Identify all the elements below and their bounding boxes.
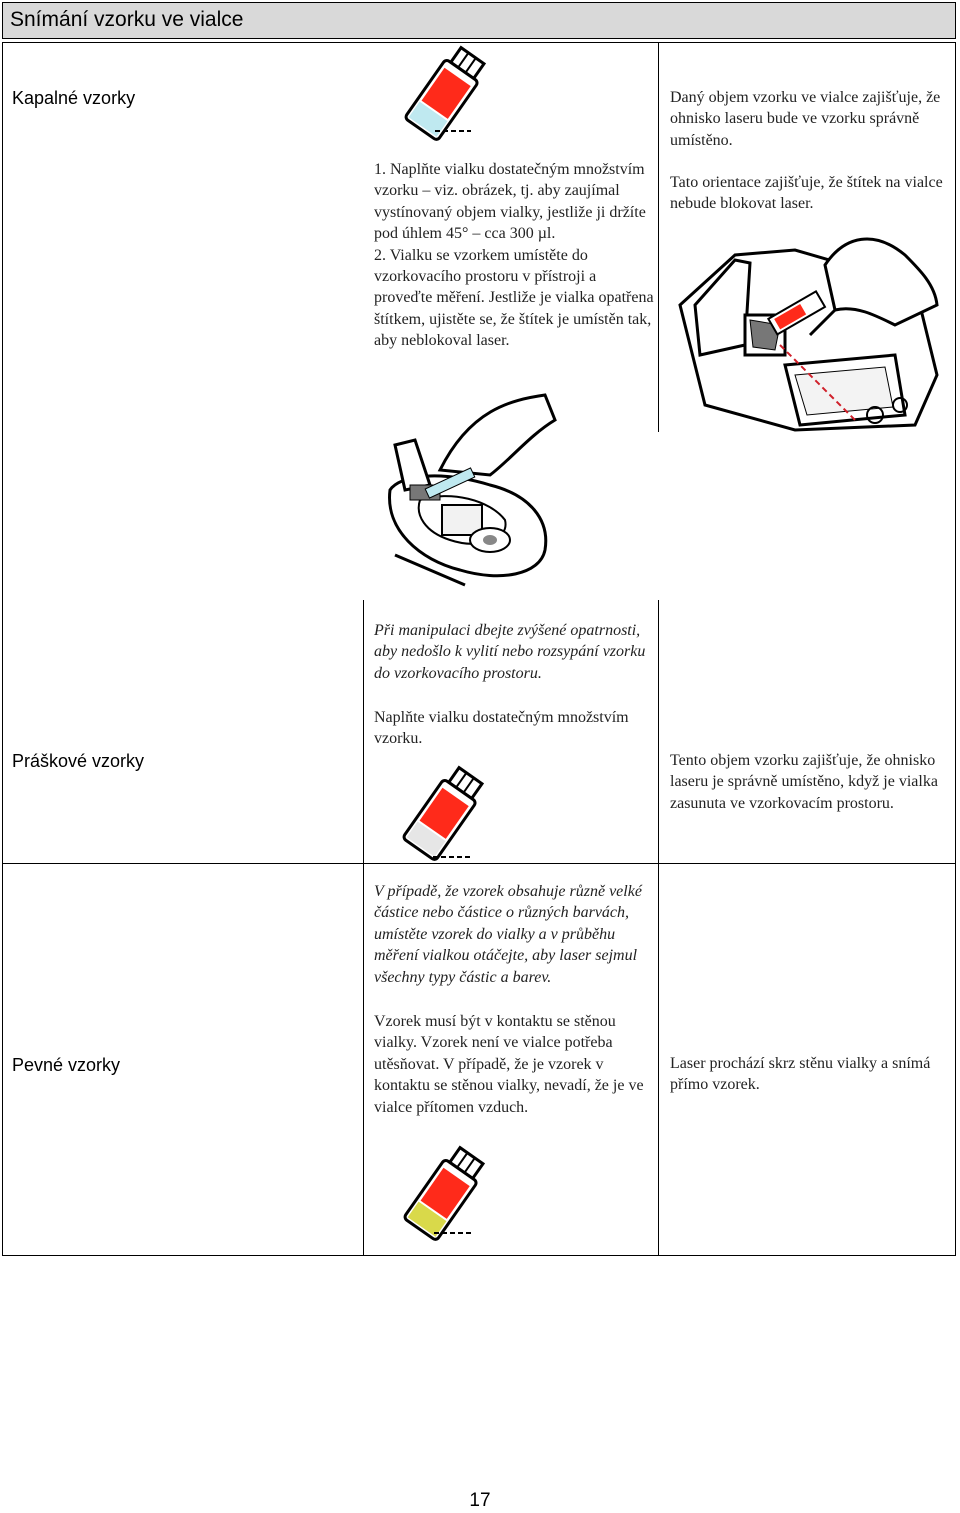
powder-samples-label: Práškové vzorky xyxy=(12,751,145,771)
instrument-top-view-illustration xyxy=(675,225,940,430)
liquid-vial-icon xyxy=(395,45,495,145)
liquid-note-orientation: Tato orientace zajišťuje, že štítek na vialce nebude blokovat laser. xyxy=(670,174,943,213)
column-divider-2b xyxy=(658,600,659,1256)
table-border-left xyxy=(2,42,3,1256)
powder-instruction: Naplňte vialku dostatečným množstvím vzorku. xyxy=(374,709,629,748)
liquid-samples-label: Kapalné vzorky xyxy=(12,88,136,108)
liquid-step-2: 2. Vialku se vzorkem umístěte do vzorkovacího prostoru v přístroji a proveďte měření. Jestliže je vialka opatřena štítkem, ujistěte se, že štítek je umístěn tak, aby neblokoval laser. xyxy=(374,246,654,350)
solid-vial-icon xyxy=(394,1145,494,1245)
liquid-step-1: 1. Naplňte vialku dostatečným množstvím vzorku – viz. obrázek, tj. aby zaujímal vystínovaný objem vialky, jestliže ji držíte pod úhlem 45° – cca 300 µl. xyxy=(374,161,646,243)
solid-samples-label: Pevné vzorky xyxy=(12,1055,121,1075)
instrument-handheld-illustration xyxy=(380,390,570,590)
table-border-top xyxy=(2,42,956,43)
table-border-right xyxy=(955,42,956,1256)
table-border-bottom xyxy=(2,1255,956,1256)
page-number: 17 xyxy=(469,1490,491,1511)
liquid-note-volume: Daný objem vzorku ve vialce zajišťuje, že ohnisko laseru bude ve vzorku správně umístěno. xyxy=(670,89,941,149)
liquid-instructions xyxy=(374,159,654,352)
solid-note: Laser prochází skrz stěnu vialky a snímá přímo vzorek. xyxy=(670,1055,931,1094)
powder-warning: Při manipulaci dbejte zvýšené opatrnosti, aby nedošlo k vylití nebo rozsypání vzorku do vzorkovacího prostoru. xyxy=(374,622,646,682)
page-title: Snímání vzorku ve vialce xyxy=(10,8,244,31)
powder-note: Tento objem vzorku zajišťuje, že ohnisko laseru je správně umístěno, když je vialka zasunuta ve vzorkovacím prostoru. xyxy=(670,752,938,812)
column-divider-1 xyxy=(363,600,364,1256)
powder-vial-icon xyxy=(393,765,493,865)
column-divider-2a xyxy=(658,42,659,432)
solid-instruction: Vzorek musí být v kontaktu se stěnou vialky. Vzorek není ve vialce potřeba utěsňovat. V případě, že je vzorek v kontaktu se stěnou vialky, nevadí, že je ve vialce přítomen vzduch. xyxy=(374,1013,644,1116)
solid-warning: V případě, že vzorek obsahuje různě velké částice nebo částice o různých barvách, umístěte vzorek do vialky a v průběhu měření vialkou otáčejte, aby laser sejmul všechny typy částic a barev. xyxy=(374,883,642,986)
